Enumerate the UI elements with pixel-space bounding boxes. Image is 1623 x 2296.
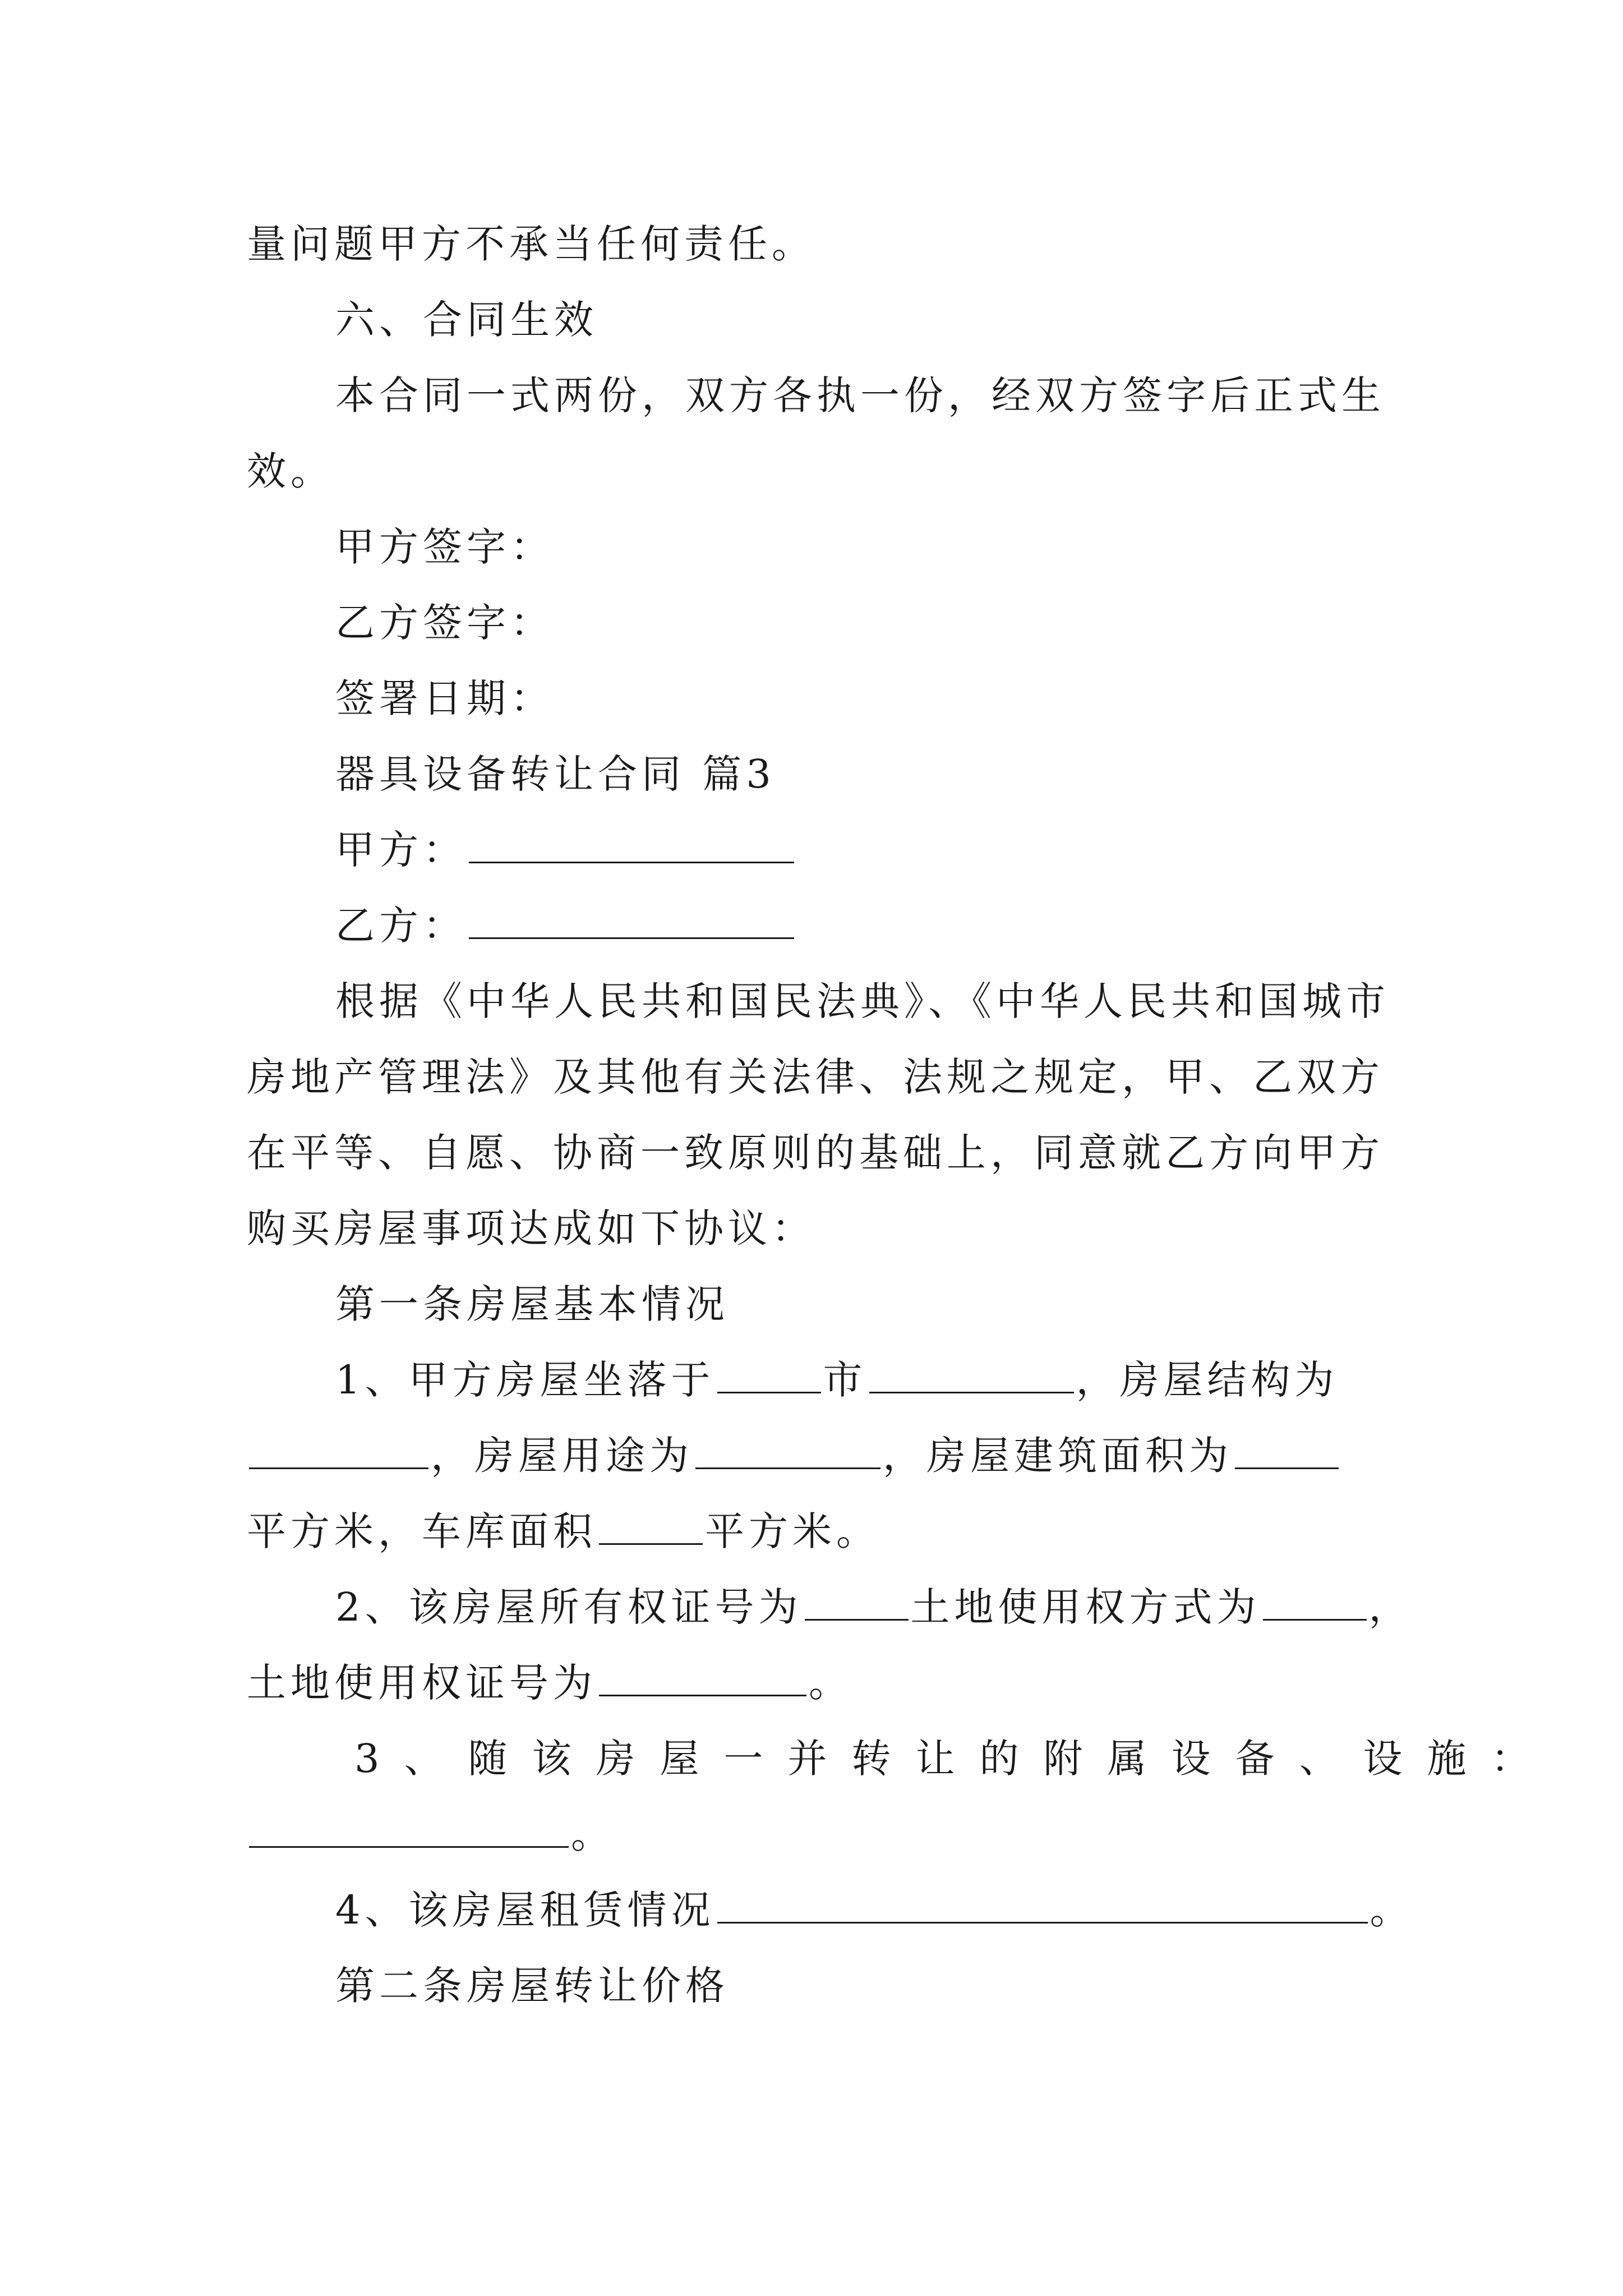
text-run: 。	[571, 1811, 615, 1857]
blank-field	[249, 1433, 428, 1469]
text-line: 根据《中华人民共和国民法典》、《中华人民共和国城市	[335, 978, 1390, 1024]
text-run: ，房屋结构为	[1076, 1357, 1339, 1403]
text-run: 1、甲方房屋坐落于	[335, 1357, 715, 1403]
blank-field	[1263, 1584, 1367, 1621]
article-heading: 第二条房屋转让价格	[335, 1963, 729, 2009]
blank-field	[599, 1508, 703, 1545]
party-b-line	[335, 900, 796, 951]
party-a-line	[335, 825, 796, 875]
text-run: 市	[823, 1357, 867, 1403]
text-run: 4、该房屋租赁情况	[335, 1887, 715, 1933]
text-line	[247, 1809, 615, 1860]
text-line: 效。	[247, 448, 334, 494]
text-run: 平方米，车库面积	[247, 1508, 597, 1554]
text-run: 土地使用权方式为	[910, 1584, 1261, 1630]
blank-field	[469, 827, 794, 863]
text-line: 3、随该房屋一并转让的附属设备、设施：	[354, 1736, 1555, 1782]
text-line	[335, 1582, 1413, 1632]
text-run: ，	[1368, 1584, 1413, 1630]
text-run: 土地使用权证号为	[247, 1660, 597, 1706]
text-line: 房地产管理法》及其他有关法律、法规之规定，甲、乙双方	[247, 1054, 1384, 1100]
blank-field	[469, 903, 794, 939]
text-line	[247, 1506, 880, 1557]
text-line: 购买房屋事项达成如下协议：	[247, 1205, 815, 1251]
text-run: 。	[1370, 1887, 1414, 1933]
blank-field	[599, 1660, 806, 1696]
text-line	[247, 1430, 1341, 1481]
blank-field	[805, 1584, 909, 1621]
text-line: 本合同一式两份，双方各执一份，经双方签字后正式生	[335, 372, 1385, 418]
text-run: 2、该房屋所有权证号为	[335, 1584, 803, 1630]
signing-date-label: 签署日期：	[335, 675, 554, 721]
party-a-label: 甲方：	[335, 827, 467, 873]
blank-field	[695, 1433, 880, 1469]
blank-field	[717, 1357, 821, 1393]
signature-label-party-a: 甲方签字：	[335, 524, 554, 570]
blank-field	[1235, 1433, 1339, 1469]
article-heading: 第一条房屋基本情况	[335, 1281, 729, 1327]
text-line	[247, 1658, 852, 1708]
blank-field	[869, 1357, 1074, 1393]
blank-field	[717, 1887, 1368, 1924]
signature-label-party-b: 乙方签字：	[335, 600, 554, 646]
text-run: ，房屋用途为	[431, 1433, 693, 1479]
text-run: ，房屋建筑面积为	[883, 1433, 1233, 1479]
blank-field	[249, 1811, 569, 1848]
text-line: 量问题甲方不承当任何责任。	[247, 221, 815, 267]
text-line	[335, 1885, 1414, 1935]
text-line: 在平等、自愿、协商一致原则的基础上，同意就乙方向甲方	[247, 1130, 1384, 1176]
text-run: 。	[809, 1660, 852, 1706]
party-b-label: 乙方：	[335, 903, 467, 949]
section-heading: 六、合同生效	[335, 297, 598, 343]
text-line	[335, 1355, 1339, 1405]
contract-title: 器具设备转让合同 篇3	[335, 751, 776, 797]
text-run: 平方米。	[705, 1508, 880, 1554]
